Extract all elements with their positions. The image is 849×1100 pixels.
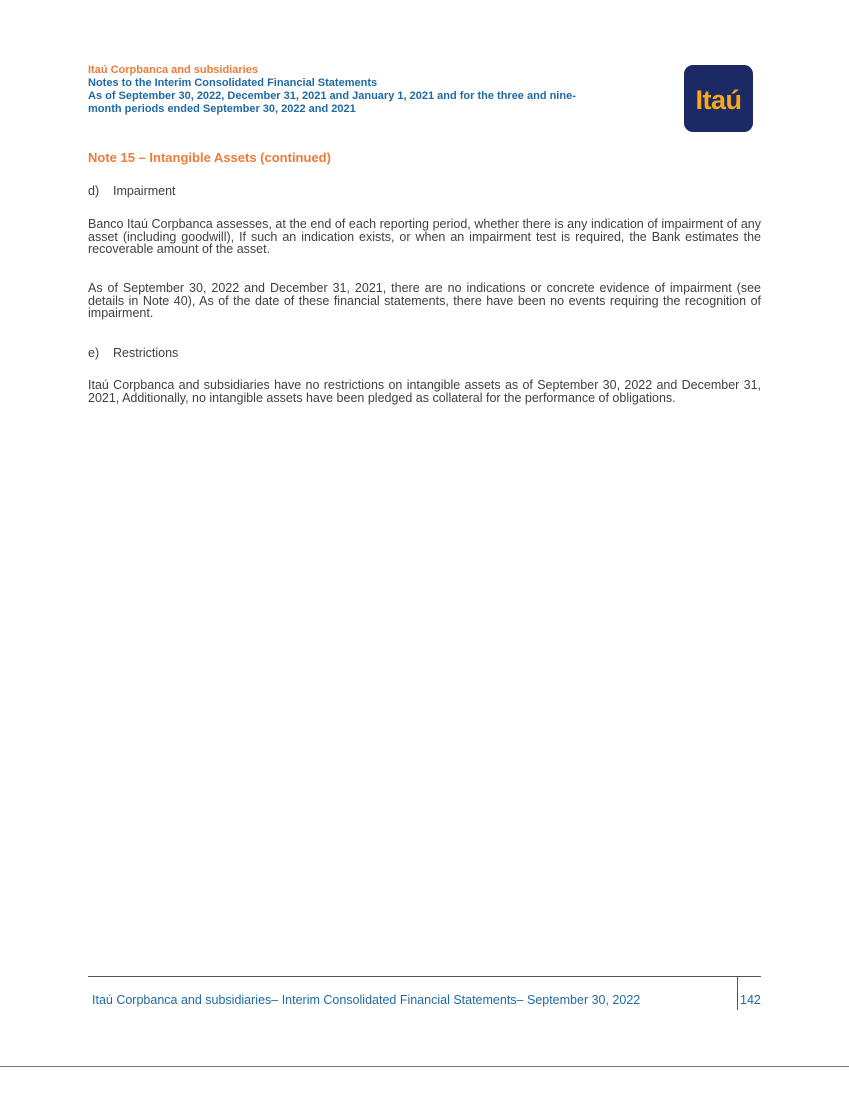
- logo-text: Itaú: [695, 85, 742, 115]
- header-title: Notes to the Interim Consolidated Financial Statements: [88, 77, 378, 89]
- header-period-line-2: month periods ended September 30, 2022 and 2021: [88, 103, 356, 115]
- section-letter: e): [88, 346, 100, 360]
- itau-logo: [684, 65, 753, 132]
- section-letter: d): [88, 184, 100, 198]
- paragraph-impairment-evidence: As of September 30, 2022 and December 31, 2021, there are no indications or concrete evidence of impairment (see details in Note 40), As of the date of these financial statements, there have been no events requiring the recognition of impairment.: [88, 281, 761, 320]
- section-heading-impairment: [88, 184, 176, 198]
- footer-text: Itaú Corpbanca and subsidiaries– Interim Consolidated Financial Statements– September 30, 2022: [92, 993, 641, 1007]
- footer-divider: [737, 977, 738, 1010]
- section-heading-restrictions: [88, 346, 178, 360]
- header-company: Itaú Corpbanca and subsidiaries: [88, 64, 258, 76]
- document-header: [88, 64, 658, 116]
- paragraph-impairment-assessment: Banco Itaú Corpbanca assesses, at the end of each reporting period, whether there is any indication of impairment of any asset (including goodwill), If such an indication exists, or when an impairment test is required, the Bank estimates the recoverable amount of the asset.: [88, 217, 761, 256]
- section-title: Restrictions: [113, 346, 179, 360]
- footer-rule: [88, 976, 761, 977]
- section-title: Impairment: [113, 184, 176, 198]
- note-title: Note 15 – Intangible Assets (continued): [88, 150, 331, 165]
- page-edge: [0, 1066, 849, 1067]
- header-period-line-1: As of September 30, 2022, December 31, 2021 and January 1, 2021 and for the three and nine-: [88, 90, 576, 102]
- page-number: 142: [740, 993, 761, 1007]
- paragraph-restrictions: Itaú Corpbanca and subsidiaries have no restrictions on intangible assets as of September 30, 2022 and December 31, 2021, Additionally, no intangible assets have been pledged as collateral for the performance of obligations.: [88, 378, 761, 405]
